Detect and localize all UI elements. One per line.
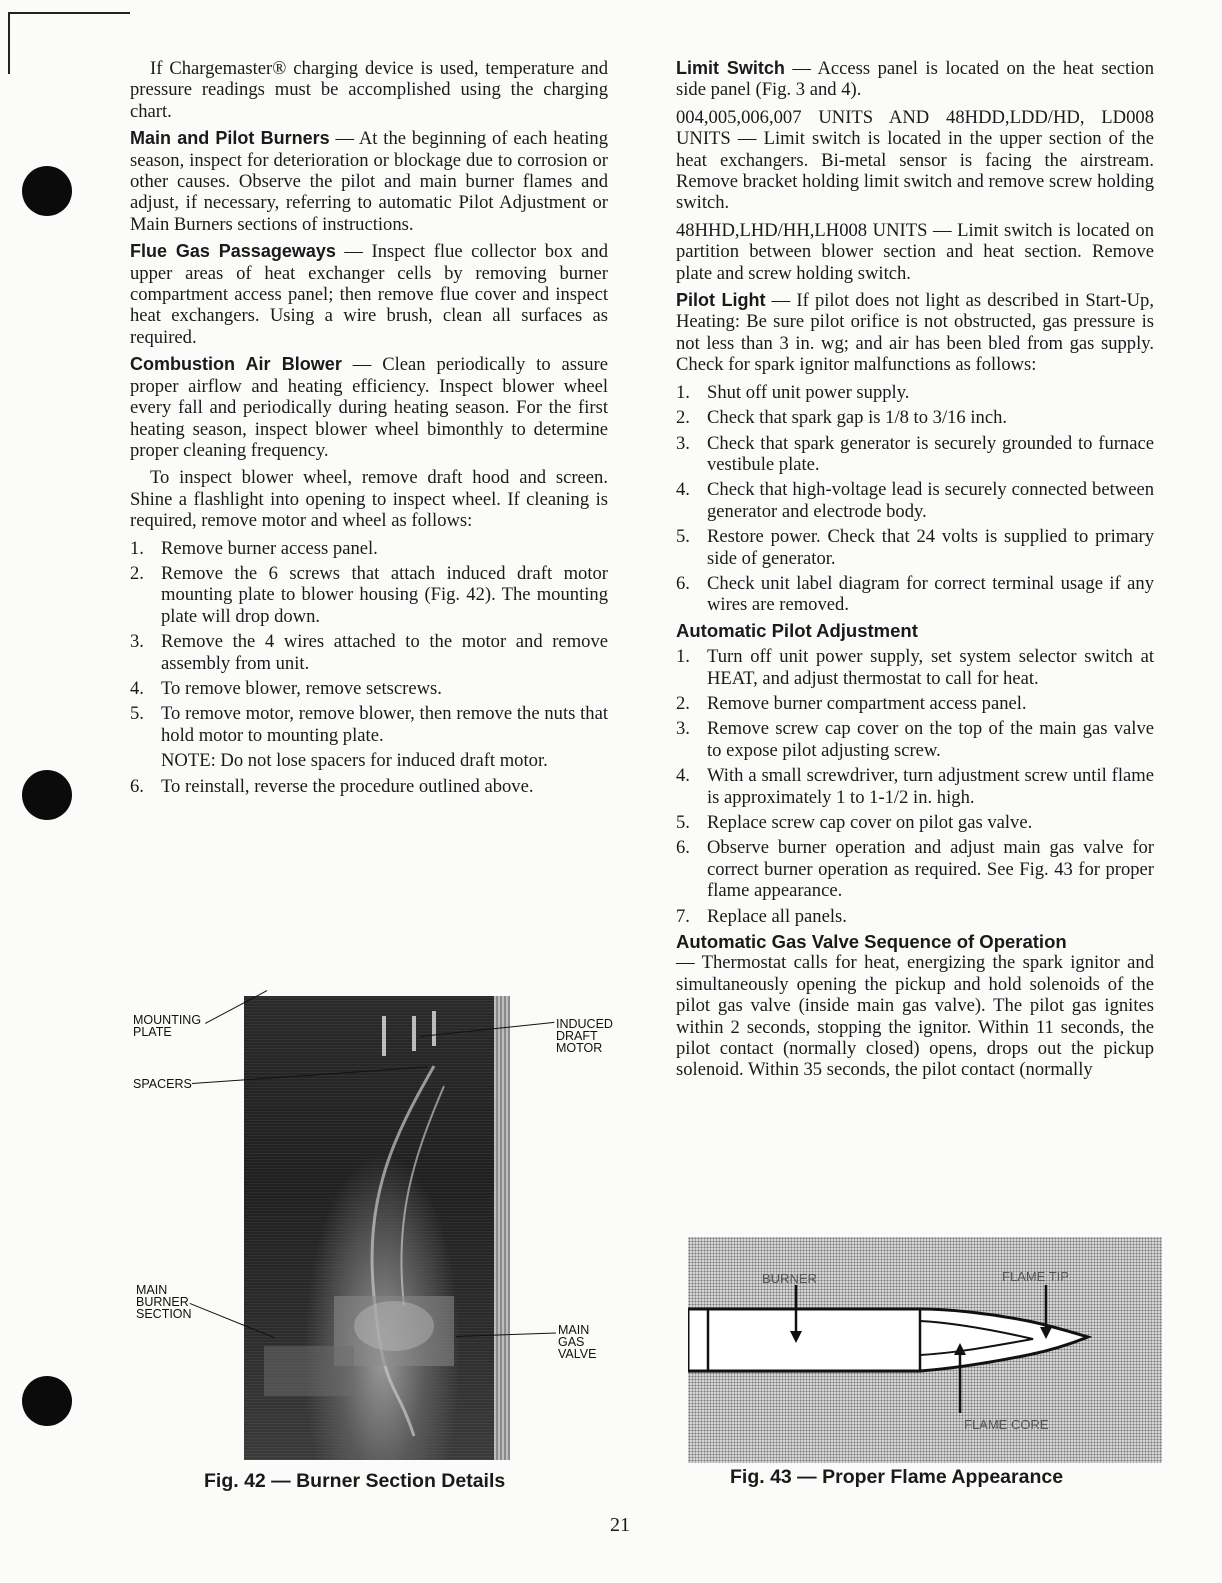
list-item — [676, 693, 1154, 714]
flue-gas-text: — Inspect flue collector box and upper areas of heat exchanger cells by removing burner compartment access panel; then remove flue cover and inspect heat exchangers. Using a wire brush, clean all surfaces as required. — [130, 241, 608, 348]
combustion-blower-heading: Combustion Air Blower — [130, 354, 342, 375]
step-text: Check that spark gap is 1/8 to 3/16 inch. — [707, 407, 1008, 429]
step-number: 4. — [676, 765, 690, 787]
step-number: 5. — [676, 526, 690, 548]
corner-mark — [8, 12, 130, 74]
step-text: Remove screw cap cover on the top of the main gas valve to expose pilot adjusting screw. — [707, 718, 1154, 761]
step-number: 3. — [676, 432, 690, 454]
list-item — [130, 563, 608, 627]
burner-section-photo — [244, 996, 510, 1460]
step-number: 1. — [676, 646, 690, 668]
step-number: 5. — [130, 703, 144, 725]
list-item — [130, 678, 608, 699]
pilot-light-heading: Pilot Light — [676, 290, 766, 311]
list-item — [130, 538, 608, 559]
left-column — [130, 58, 608, 801]
binder-hole-middle — [22, 770, 72, 820]
step-text: To remove blower, remove setscrews. — [161, 677, 442, 699]
step-number: 1. — [130, 537, 144, 559]
step-number: 2. — [676, 407, 690, 429]
label-burner: BURNER — [762, 1271, 817, 1286]
step-number: 4. — [676, 479, 690, 501]
main-pilot-burners-text: — At the beginning of each heating season, inspect for deterioration or blockage due to corrosion or other causes. Observe the pilot and main burner flames and adjust, if necessary, referring to automatic Pilot Adjustment or Main Burners sections of instructions. — [130, 128, 609, 235]
auto-pilot-steps — [676, 646, 1154, 927]
flue-gas-heading: Flue Gas Passageways — [130, 241, 336, 262]
step-text: Restore power. Check that 24 volts is supplied to primary side of generator. — [707, 526, 1154, 569]
list-item — [676, 433, 1154, 476]
list-item — [676, 646, 1154, 689]
step-number: 6. — [676, 837, 690, 859]
list-item — [676, 906, 1154, 927]
limit-switch-text: — Access panel is located on the heat section side panel (Fig. 3 and 4). — [676, 58, 1154, 101]
step-text: Check that spark generator is securely grounded to furnace vestibule plate. — [707, 432, 1154, 475]
list-item — [676, 718, 1154, 761]
limit-switch-paragraph — [676, 58, 1154, 101]
step-number: 4. — [130, 677, 144, 699]
main-pilot-burners-paragraph — [130, 128, 608, 235]
step-text: Remove burner access panel. — [161, 537, 378, 559]
label-spacers: SPACERS — [133, 1077, 192, 1091]
step-number: 1. — [676, 381, 690, 403]
label-mounting-plate: MOUNTING PLATE — [133, 1013, 202, 1039]
auto-pilot-heading: Automatic Pilot Adjustment — [676, 619, 918, 641]
label-induced-draft-motor: INDUCED DRAFT MOTOR — [556, 1017, 613, 1055]
gas-valve-heading: Automatic Gas Valve Sequence of Operation — [676, 931, 1067, 953]
binder-hole-top — [22, 166, 72, 216]
step-text: With a small screwdriver, turn adjustment screw until flame is approximately 1 to 1-1/2 in. high. — [707, 765, 1154, 808]
fig42-caption: Fig. 42 — Burner Section Details — [204, 1470, 506, 1492]
limit-switch-heading: Limit Switch — [676, 58, 785, 78]
list-item — [676, 479, 1154, 522]
spacers-note: NOTE: Do not lose spacers for induced draft motor. — [161, 750, 548, 772]
flame-drawing — [688, 1237, 1162, 1463]
limit-switch-units2: 48HHD,LHD/HH,LH008 UNITS — Limit switch is located on partition between blower section and heat section. Remove plate and screw holding switch. — [676, 219, 1154, 284]
step-number: 3. — [130, 631, 144, 653]
gas-valve-text: — Thermostat calls for heat, energizing the spark ignitor and simultaneously opening the pickup and hold solenoids of the pilot gas valve (inside main gas valve). The pilot gas ignites within 2 seconds, stopping the ignitor. Within 11 seconds, the pilot contact (normally closed) opens, drops out the pickup solenoid. Within 35 seconds, the pilot contact (normally — [676, 952, 1154, 1081]
step-text: Remove the 4 wires attached to the motor and remove assembly from unit. — [161, 631, 608, 674]
step-text: Check unit label diagram for correct terminal usage if any wires are removed. — [707, 572, 1154, 616]
list-item — [676, 812, 1154, 833]
step-number: 6. — [676, 572, 690, 594]
list-item — [676, 526, 1154, 569]
step-text: Shut off unit power supply. — [707, 381, 910, 403]
inspect-blower-paragraph: To inspect blower wheel, remove draft hood and screen. Shine a flashlight into opening to inspect wheel. If cleaning is required, remove motor and wheel as follows: — [130, 467, 608, 532]
step-number: 2. — [676, 692, 690, 714]
pilot-check-steps — [676, 382, 1154, 616]
combustion-blower-paragraph — [130, 354, 608, 461]
label-flame-tip: FLAME TIP — [1002, 1269, 1069, 1284]
list-item — [676, 765, 1154, 808]
step-text: Remove the 6 screws that attach induced draft motor mounting plate to blower housing (Fig. 42). The mounting plate will drop down. — [161, 562, 608, 627]
step-number: 5. — [676, 812, 690, 833]
step-number: 3. — [676, 718, 690, 740]
main-pilot-burners-heading: Main and Pilot Burners — [130, 128, 330, 149]
photo-wiring-sketch — [244, 996, 510, 1460]
list-item — [130, 776, 608, 797]
step-text: Check that high-voltage lead is securely connected between generator and electrode body. — [707, 479, 1154, 522]
step-text: Replace screw cap cover on pilot gas valve. — [707, 812, 1033, 833]
step-text: To remove motor, remove blower, then remove the nuts that hold motor to mounting plate. — [161, 703, 608, 746]
list-item — [130, 631, 608, 674]
flue-gas-paragraph — [130, 241, 608, 348]
label-flame-core: FLAME CORE — [964, 1417, 1049, 1432]
list-item — [676, 573, 1154, 616]
fig43-caption: Fig. 43 — Proper Flame Appearance — [730, 1466, 1064, 1488]
list-item — [676, 382, 1154, 403]
step-number: 2. — [130, 562, 144, 584]
step-text: Replace all panels. — [707, 905, 847, 927]
step-text: To reinstall, reverse the procedure outlined above. — [161, 775, 534, 797]
step-text: Remove burner compartment access panel. — [707, 692, 1027, 714]
pilot-light-paragraph — [676, 290, 1154, 376]
step-text: Observe burner operation and adjust main gas valve for correct burner operation as required. See Fig. 43 for proper flame appearance. — [707, 837, 1154, 902]
intro-paragraph: If Chargemaster® charging device is used, temperature and pressure readings must be accomplished using the charging chart. — [130, 58, 608, 122]
label-main-burner-section: MAIN BURNER SECTION — [136, 1283, 192, 1321]
list-item — [130, 703, 608, 746]
combustion-blower-text: — Clean periodically to assure proper airflow and heating efficiency. Inspect blower wheel every fall and periodically during heating season. For the first heating season, inspect blower wheel bimonthly to determine proper cleaning frequency. — [130, 354, 608, 461]
blower-removal-steps — [130, 538, 608, 747]
list-item — [676, 837, 1154, 901]
blower-removal-steps-cont — [130, 776, 608, 797]
flame-appearance-diagram — [688, 1237, 1162, 1463]
step-text: Turn off unit power supply, set system selector switch at HEAT, and adjust thermostat to call for heat. — [707, 646, 1154, 689]
list-item — [676, 407, 1154, 428]
binder-hole-bottom — [22, 1376, 72, 1426]
step-number: 7. — [676, 905, 690, 927]
step-number: 6. — [130, 775, 144, 797]
right-column — [676, 58, 1154, 1087]
label-main-gas-valve: MAIN GAS VALVE — [558, 1323, 597, 1361]
pilot-light-text: — If pilot does not light as described in Start-Up, Heating: Be sure pilot orifice is not obstructed, gas pressure is not less than 3 in. wg; and air has been bled from gas supply. Check for spark ignitor malfunctions as follows: — [676, 290, 1155, 376]
limit-switch-units1: 004,005,006,007 UNITS AND 48HDD,LDD/HD, LD008 UNITS — Limit switch is located in the upper section of the heat exchangers. Bi-metal sensor is facing the airstream. Remove bracket holding limit switch and remove screw holding switch. — [676, 106, 1154, 214]
page-number: 21 — [610, 1514, 630, 1536]
